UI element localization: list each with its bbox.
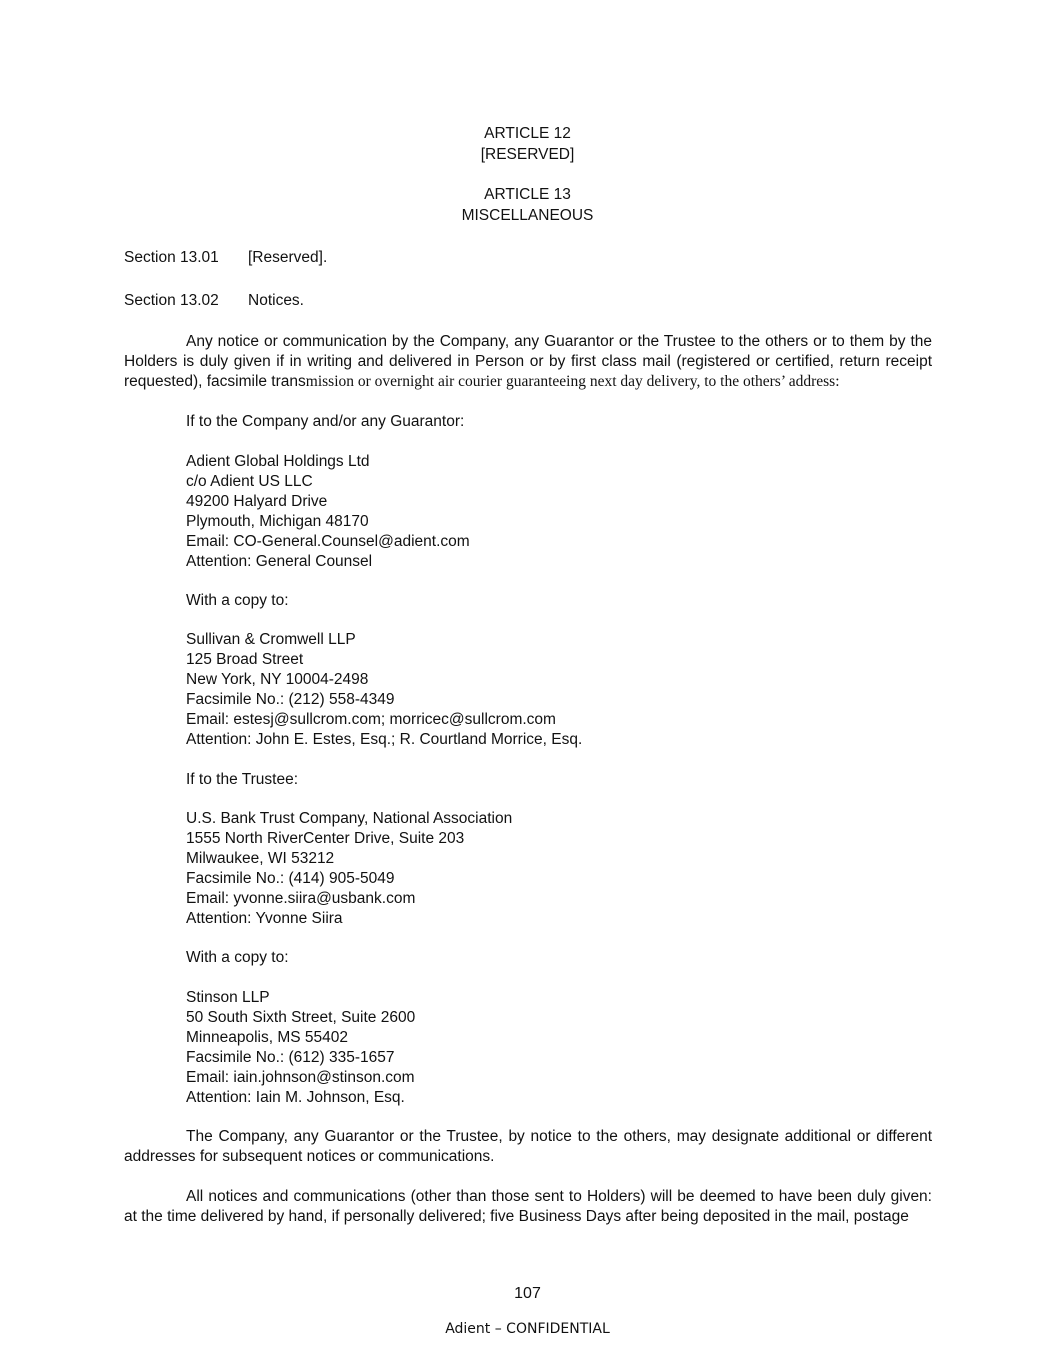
email-line: Email: yvonne.siira@usbank.com [186, 889, 416, 907]
email-line: Email: estesj@sullcrom.com; morricec@sullcrom.com [186, 710, 556, 728]
company-address-block [186, 452, 470, 571]
attention-line: Attention: John E. Estes, Esq.; R. Courtland Morrice, Esq. [186, 730, 583, 748]
to-company-label: If to the Company and/or any Guarantor: [186, 413, 465, 430]
trustee-counsel-address-block [186, 988, 415, 1107]
section-13-01-title: [Reserved]. [248, 249, 328, 266]
address-line: 49200 Halyard Drive [186, 492, 328, 510]
article-12-title: [RESERVED] [480, 146, 575, 163]
deemed-given-paragraph [124, 1187, 932, 1227]
address-line: c/o Adient US LLC [186, 472, 313, 490]
confidential-footer: Adient – CONFIDENTIAL [445, 1321, 610, 1337]
page-number: 107 [514, 1285, 541, 1302]
address-line: 50 South Sixth Street, Suite 2600 [186, 1008, 416, 1026]
address-line: U.S. Bank Trust Company, National Association [186, 810, 513, 827]
facsimile-line: Facsimile No.: (612) 335-1657 [186, 1048, 395, 1066]
notice-intro-text-serif: mission or overnight air courier guaranteeing next day delivery, to the others’ address: [305, 373, 840, 390]
address-line: Adient Global Holdings Ltd [186, 453, 370, 470]
company-counsel-address-block [186, 630, 582, 749]
address-line: New York, NY 10004-2498 [186, 670, 369, 688]
deemed-given-text: All notices and communications (other than those sent to Holders) will be deemed to have been duly given: at the time delivered by hand, if personally delivered; five Business Days after being deposited in the mail, postage [124, 1188, 932, 1225]
attention-line: Attention: Iain M. Johnson, Esq. [186, 1088, 405, 1106]
address-line: 1555 North RiverCenter Drive, Suite 203 [186, 829, 465, 847]
section-13-02-title: Notices. [248, 292, 304, 309]
notice-intro-paragraph [124, 332, 932, 392]
address-line: Plymouth, Michigan 48170 [186, 512, 369, 530]
section-13-02-number: Section 13.02 [124, 292, 219, 309]
attention-line: Attention: Yvonne Siira [186, 909, 343, 927]
copy-to-label-1: With a copy to: [186, 592, 289, 609]
copy-to-label-2: With a copy to: [186, 949, 289, 966]
email-line: Email: CO-General.Counsel@adient.com [186, 532, 470, 550]
designate-addresses-text: The Company, any Guarantor or the Trustee, by notice to the others, may designate additional or different addresses for subsequent notices or communications. [124, 1128, 932, 1165]
address-line: Sullivan & Cromwell LLP [186, 631, 356, 648]
address-line: Minneapolis, MS 55402 [186, 1028, 348, 1046]
section-13-01-number: Section 13.01 [124, 249, 219, 266]
article-13-title: MISCELLANEOUS [461, 207, 594, 224]
trustee-address-block [186, 809, 512, 928]
notice-intro-text: Any notice or communication by the Company, any Guarantor or the Trustee to the others or to them by the Holders is duly given if in writing and delivered in Person or by first class mail (registered or certified, return receipt requested), facsimile trans [124, 333, 932, 390]
address-line: 125 Broad Street [186, 650, 304, 668]
facsimile-line: Facsimile No.: (414) 905-5049 [186, 869, 395, 887]
article-13-heading: ARTICLE 13 [484, 186, 571, 203]
attention-line: Attention: General Counsel [186, 552, 373, 570]
to-trustee-label: If to the Trustee: [186, 771, 299, 788]
designate-addresses-paragraph [124, 1127, 932, 1167]
address-line: Milwaukee, WI 53212 [186, 849, 335, 867]
article-12-heading: ARTICLE 12 [484, 125, 571, 142]
address-line: Stinson LLP [186, 989, 270, 1006]
facsimile-line: Facsimile No.: (212) 558-4349 [186, 690, 395, 708]
email-line: Email: iain.johnson@stinson.com [186, 1068, 415, 1086]
